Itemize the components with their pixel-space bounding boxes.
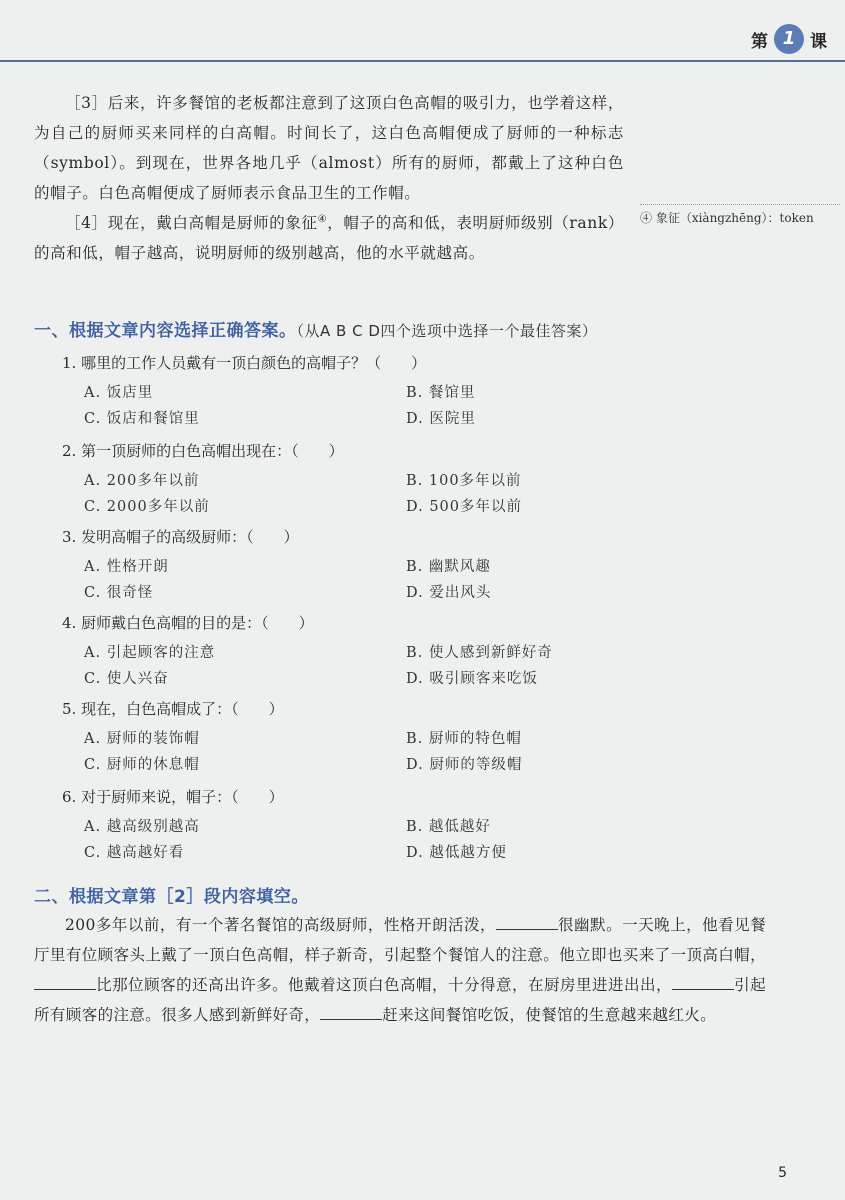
blank-3[interactable] <box>672 971 734 990</box>
fill-paragraph: 200多年以前，有一个著名餐馆的高级厨师，性格开朗活泼， 很幽默。一天晚上，他看见餐厅里有位顾客头上戴了一顶白色高帽，样子新奇，引起整个餐馆人的注意。他立即也买来了一顶高白帽，比那位顾客的还高出许多。他戴着这顶白色高帽，十分得意，在厨房里进进出出， 引起所有顾客的注意。很多人感到新鲜好奇， 赶来这间餐馆吃饭，使餐馆的生意越来越红火。 <box>34 910 766 1030</box>
option-a[interactable]: A. 性格开朗 <box>84 559 169 575</box>
section-1-title: 一、根据文章内容选择正确答案。（从A B C D四个选项中选择一个最佳答案） <box>34 321 598 341</box>
blank-1[interactable] <box>496 911 558 930</box>
option-c[interactable]: C. 饭店和餐馆里 <box>84 411 200 427</box>
question-3 <box>62 526 782 606</box>
paragraph-4: ［4］现在，戴白高帽是厨师的象征④，帽子的高和低，表明厨师级别（rank）的高和低，帽子越高，说明厨师的级别越高，他的水平就越高。 <box>34 213 624 262</box>
option-a[interactable]: A. 200多年以前 <box>84 473 200 489</box>
option-b[interactable]: B. 幽默风趣 <box>406 559 491 575</box>
option-d[interactable]: D. 吸引顾客来吃饭 <box>406 671 538 687</box>
option-c[interactable]: C. 厨师的休息帽 <box>84 757 200 773</box>
question-stem: 5. 现在，白色高帽成了：（ ） <box>62 700 284 718</box>
vocabulary-note: ④ 象征（xiàngzhēng）：token <box>640 204 840 226</box>
option-c[interactable]: C. 越高越好看 <box>84 845 185 861</box>
blank-4[interactable] <box>320 1001 382 1020</box>
blank-2[interactable] <box>34 971 96 990</box>
question-stem: 6. 对于厨师来说，帽子：（ ） <box>62 788 284 806</box>
option-d[interactable]: D. 爱出风头 <box>406 585 492 601</box>
option-b[interactable]: B. 厨师的特色帽 <box>406 731 522 747</box>
question-2 <box>62 440 782 520</box>
question-6 <box>62 786 782 866</box>
question-5 <box>62 698 782 778</box>
lesson-prefix: 第 <box>751 31 768 52</box>
footnote-marker: ④ <box>317 213 328 225</box>
question-stem: 4. 厨师戴白色高帽的目的是：（ ） <box>62 614 314 632</box>
header-divider <box>0 60 845 62</box>
option-d[interactable]: D. 越低越方便 <box>406 845 507 861</box>
paragraph-3: ［3］后来，许多餐馆的老板都注意到了这顶白色高帽的吸引力，也学着这样，为自己的厨师买来同样的白高帽。时间长了，这白色高帽便成了厨师的一种标志（symbol）。到现在，世界各地几乎（almost）所有的厨师，都戴上了这种白色的帽子。白色高帽便成了厨师表示食品卫生的工作帽。 <box>34 94 624 202</box>
option-c[interactable]: C. 2000多年以前 <box>84 499 210 515</box>
option-c[interactable]: C. 很奇怪 <box>84 585 154 601</box>
option-b[interactable]: B. 越低越好 <box>406 819 491 835</box>
option-a[interactable]: A. 越高级别越高 <box>84 819 200 835</box>
reading-passage <box>34 88 624 268</box>
fill-in-passage <box>34 910 766 1030</box>
section-2-title: 二、根据文章第［2］段内容填空。 <box>34 887 309 907</box>
lesson-number-badge: 1 <box>774 24 804 54</box>
question-4 <box>62 612 782 692</box>
option-b[interactable]: B. 餐馆里 <box>406 385 476 401</box>
option-a[interactable]: A. 厨师的装饰帽 <box>84 731 200 747</box>
page-number: 5 <box>778 1165 787 1181</box>
question-stem: 1. 哪里的工作人员戴有一顶白颜色的高帽子？（ ） <box>62 354 427 372</box>
option-b[interactable]: B. 使人感到新鲜好奇 <box>406 645 553 661</box>
option-d[interactable]: D. 医院里 <box>406 411 476 427</box>
section-1-instruction: （从A B C D四个选项中选择一个最佳答案） <box>296 322 598 340</box>
option-a[interactable]: A. 饭店里 <box>84 385 154 401</box>
option-a[interactable]: A. 引起顾客的注意 <box>84 645 216 661</box>
lesson-suffix: 课 <box>810 31 827 52</box>
option-c[interactable]: C. 使人兴奋 <box>84 671 169 687</box>
question-stem: 2. 第一顶厨师的白色高帽出现在：（ ） <box>62 442 344 460</box>
option-b[interactable]: B. 100多年以前 <box>406 473 522 489</box>
option-d[interactable]: D. 厨师的等级帽 <box>406 757 523 773</box>
lesson-tag <box>751 24 827 54</box>
question-stem: 3. 发明高帽子的高级厨师：（ ） <box>62 528 299 546</box>
option-d[interactable]: D. 500多年以前 <box>406 499 523 515</box>
question-1 <box>62 352 782 432</box>
